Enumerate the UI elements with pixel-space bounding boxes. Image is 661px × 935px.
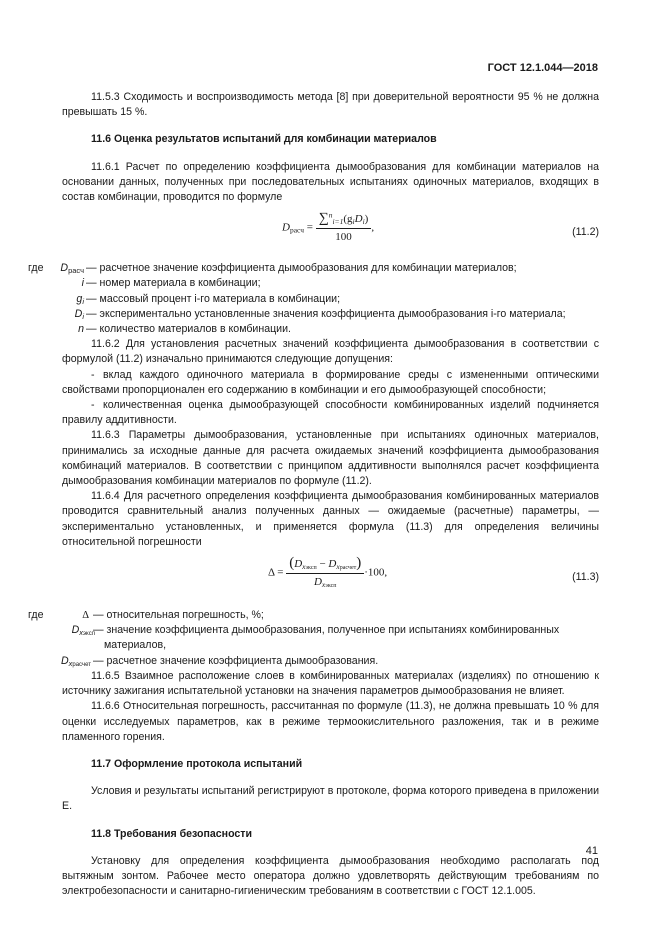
symbol-sub: i [82, 311, 84, 321]
paragraph-11-7: Условия и результаты испытаний регистрируют в протоколе, форма которого приведена в приложении Е. [62, 785, 599, 813]
denominator-sub: x [321, 580, 326, 590]
symbol-main: D [74, 307, 83, 320]
formula-lhs: D [282, 221, 290, 234]
where-block-2 [28, 608, 599, 669]
symbol-sub: i [82, 296, 84, 306]
equals-sign: = [277, 566, 284, 579]
formula-number-11-2: (11.2) [572, 226, 599, 239]
where-symbol [78, 322, 84, 337]
where-row [62, 654, 599, 669]
sum-symbol: ∑ [318, 211, 329, 227]
where-definition: — расчетное значение коэффициента дымообразования. [93, 654, 379, 667]
where-definition: — массовый процент i-го материала в комбинации; [86, 292, 341, 305]
paragraph-11-6-1: 11.6.1 Расчет по определению коэффициента дымообразования для комбинации материалов на основании данных, полученных при последовательных испытаниях одиночных материалов, входящих в состав комбинации, проводится по формуле [62, 160, 599, 204]
where-definition: — номер материала в комбинации; [86, 277, 261, 290]
where-row [62, 623, 599, 653]
symbol-subsub: расчет [72, 661, 91, 668]
where-definition: — относительная погрешность, %; [93, 609, 264, 622]
term-open: (g [343, 213, 353, 226]
symbol-main: D [71, 624, 80, 637]
section-heading-11-8: 11.8 Требования безопасности [91, 827, 252, 840]
where-symbol [76, 292, 84, 307]
term-sub-1: i [352, 217, 355, 227]
paragraph-11-8: Установку для определения коэффициента дымообразования необходимо располагать под вытяжным зонтом. Рабочее место оператора должно удовлетворять действующим требованиям по электробезопасности и санитарно-гигиеническим требованиям в соответствии с ГОСТ 12.1.005. [62, 854, 599, 898]
symbol-main: n [78, 323, 84, 336]
symbol-sub: расч [68, 266, 84, 276]
section-heading-11-7: 11.7 Оформление протокола испытаний [91, 757, 303, 770]
formula-tail: ·100, [364, 566, 388, 579]
formula-lhs-sub: расч [289, 225, 304, 235]
formula-11-3 [62, 554, 599, 604]
formula-11-2-body [282, 211, 374, 245]
paragraph-11-6-5: 11.6.5 Взаимное расположение слоев в комбинированных материалах (изделиях) по отношению к источнику зажигания испытательной установки на значения параметров дымообразования не влияет. [62, 669, 599, 698]
fraction-numerator [286, 556, 364, 574]
close-paren: ) [356, 555, 362, 572]
denominator-d: D [313, 576, 322, 589]
assumption-text: количественная оценка дымообразующей способности комбинированных изделий подчиняется правилу аддитивности. [62, 399, 599, 427]
where-definition: — значение коэффициента дымообразования, полученное при испытаниях комбинированных материалов, [93, 624, 560, 652]
where-word: где [28, 262, 44, 275]
symbol-main: g [76, 292, 83, 305]
numerator-d1-subsub: эксп [305, 565, 317, 572]
document-body [28, 90, 599, 899]
where-row [62, 276, 599, 291]
symbol-main: D [60, 654, 69, 667]
paragraph-11-6-6: 11.6.6 Относительная погрешность, рассчитанная по формуле (11.3), не должна превышать 10 % для оценки исследуемых параметров, как в режиме термоокислительного разложения, так и в режиме пламенного горения. [62, 700, 599, 743]
assumption-item [62, 368, 599, 398]
where-symbol [82, 276, 84, 291]
formula-11-2 [62, 211, 599, 255]
where-row [28, 261, 599, 276]
sum-upper: n [328, 210, 333, 220]
numerator-d1-sub: x [302, 562, 306, 572]
list-dash: - [91, 368, 95, 381]
minus-sign: − [319, 558, 326, 571]
equals-sign: = [306, 221, 313, 234]
open-paren: ( [289, 555, 295, 572]
where-block-1 [28, 261, 599, 337]
term-close: ) [364, 213, 369, 226]
where-row [62, 307, 599, 322]
formula-fraction [286, 556, 364, 590]
denominator-subsub: эксп [325, 583, 337, 590]
symbol-sub: x [68, 658, 73, 668]
numerator-d2: D [328, 558, 337, 571]
term-sub-2: i [362, 217, 365, 227]
fraction-denominator: 100 [335, 231, 352, 244]
term-d: D [354, 213, 363, 226]
formula-number-11-3: (11.3) [572, 571, 599, 584]
symbol-sub: x [79, 628, 83, 638]
where-definition: — количество материалов в комбинации. [86, 323, 291, 336]
document-header: ГОСТ 12.1.044—2018 [487, 62, 598, 74]
where-symbol: Δ [82, 610, 89, 622]
where-symbol [60, 261, 84, 276]
assumption-item [62, 398, 599, 428]
where-symbol [75, 307, 84, 322]
symbol-main: i [81, 277, 84, 290]
formula-fraction [316, 210, 375, 245]
numerator-d2-subsub: расчет [339, 565, 357, 572]
paragraph-11-5-3: 11.5.3 Сходимость и воспроизводимость метода [8] при доверительной вероятности 95 % не должна превышать 15 %. [62, 91, 599, 119]
where-word: где [28, 609, 44, 622]
sum-lower: i=1 [332, 217, 344, 227]
where-row [62, 292, 599, 307]
symbol-subsub: эксп [82, 631, 95, 638]
list-dash: - [91, 399, 95, 412]
comma: , [371, 221, 375, 234]
where-row [28, 608, 599, 623]
where-row [62, 322, 599, 337]
where-symbol [61, 654, 91, 669]
fraction-numerator [316, 211, 372, 229]
paragraph-11-6-4: 11.6.4 Для расчетного определения коэффициента дымообразования комбинированных материалов проводится сравнительный анализ полученных данных — ожидаемые (расчетные) параметры, — экспериментально установленных, и применяется формула (11.3) для определения величины относительной погрешности [62, 490, 599, 548]
paragraph-11-6-2: 11.6.2 Для установления расчетных значений коэффициента дымообразования в соответствии с формулой (11.2) изначально принимаются следующие допущения: [62, 338, 599, 366]
numerator-d2-sub: x [336, 562, 340, 572]
section-heading-11-6: 11.6 Оценка результатов испытаний для комбинации материалов [91, 133, 437, 146]
where-symbol [72, 623, 95, 638]
page-number: 41 [585, 845, 598, 857]
formula-11-3-body [268, 556, 387, 590]
where-definition: — экспериментально установленные значения коэффициента дымообразования i-го материала; [86, 307, 566, 320]
numerator-d1: D [294, 558, 303, 571]
delta-symbol: Δ [268, 566, 275, 579]
fraction-denominator [286, 574, 364, 590]
symbol-main: D [60, 262, 69, 275]
paragraph-11-6-3: 11.6.3 Параметры дымообразования, установленные при испытаниях одиночных материалов, принимались за исходные данные для расчета ожидаемых значений коэффициента дымообразования комбинаций материалов. В соответствии с принципом аддитивности выполнялся расчет коэффициента дымообразования комбинации материалов по формуле (11.2). [62, 429, 599, 488]
where-definition: — расчетное значение коэффициента дымообразования для комбинации материалов; [86, 262, 517, 275]
assumption-text: вклад каждого одиночного материала в формирование среды с измененными оптическими свойствами пропорционален его содержанию в комбинации и его дымообразующей способности; [62, 368, 599, 396]
